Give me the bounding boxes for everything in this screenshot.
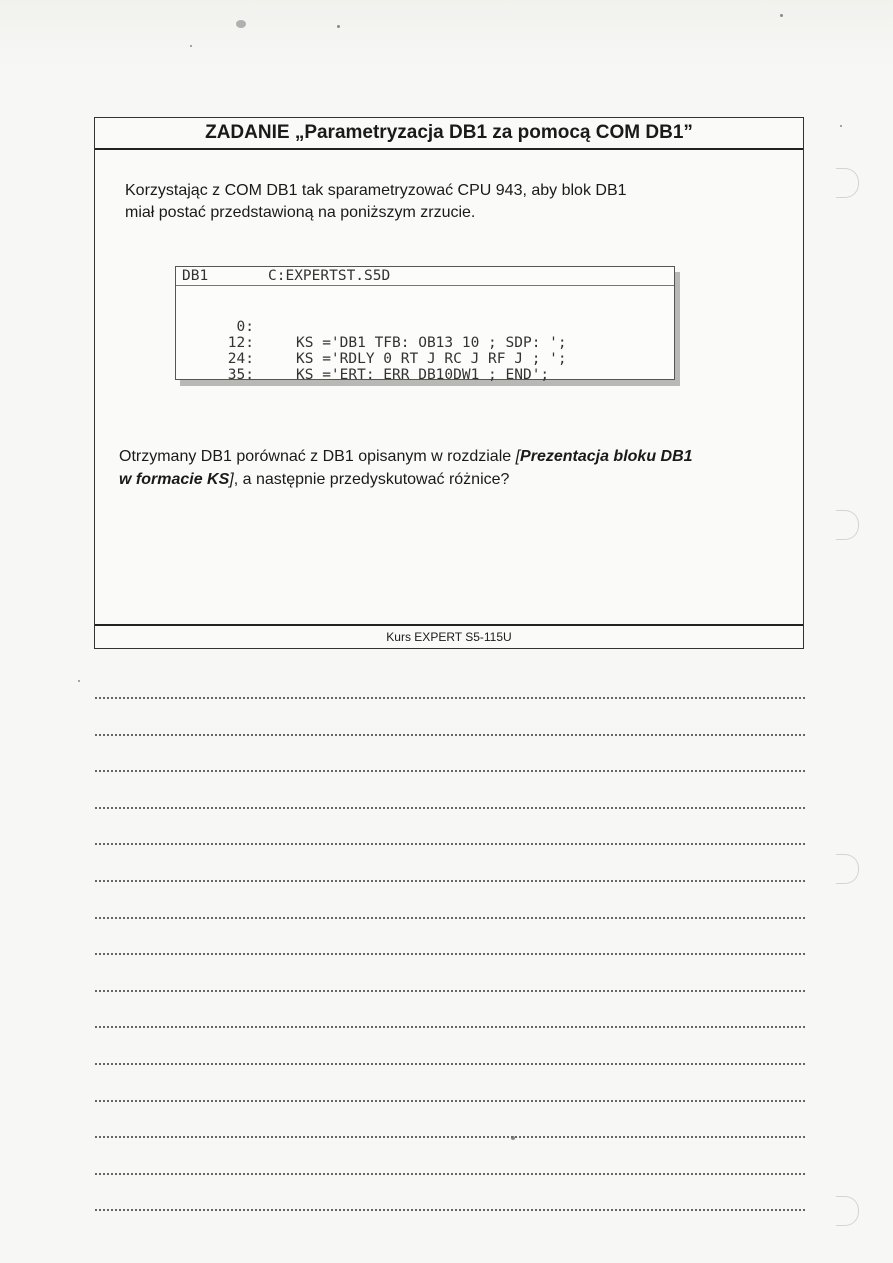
- intro-line: miał postać przedstawioną na poniższym zrzucie.: [125, 204, 476, 221]
- note-line: [95, 807, 805, 809]
- code-text: KS ='DB1 TFB: OB13 10 ; SDP: ';: [296, 335, 567, 351]
- scan-speck: [190, 45, 192, 47]
- scan-edge: [0, 0, 893, 68]
- screen-header: [176, 267, 674, 286]
- code-text: KS ='ERT: ERR DB10DW1 ; END';: [296, 367, 550, 383]
- task-question: [119, 445, 769, 491]
- db-screen-capture: [175, 266, 675, 383]
- note-line: [95, 734, 805, 736]
- code-address: 0:: [236, 319, 254, 335]
- punch-hole: [836, 510, 859, 540]
- note-line: [95, 1063, 805, 1065]
- punch-hole: [836, 854, 859, 884]
- scan-speck: [78, 680, 80, 682]
- question-text-end: , a następnie przedyskutować różnice?: [233, 471, 510, 488]
- note-line: [95, 1209, 805, 1211]
- bracket-close: ]: [229, 471, 234, 488]
- note-line: [95, 990, 805, 992]
- scan-speck: [236, 20, 246, 28]
- note-line: [95, 1026, 805, 1028]
- note-line: [95, 697, 805, 699]
- scan-speck: [780, 14, 783, 17]
- scan-speck: [337, 25, 340, 28]
- code-address: 24:: [227, 351, 254, 367]
- note-line: [95, 1173, 805, 1175]
- reference-chapter-title-cont: w formacie KS: [119, 471, 230, 488]
- punch-hole: [836, 1196, 859, 1226]
- code-text: KS ='RDLY 0 RT J RC J RF J ; ';: [296, 351, 567, 367]
- code-address: 35:: [227, 367, 254, 383]
- question-text: Otrzymany DB1 porównać z DB1 opisanym w rozdziale: [119, 448, 516, 465]
- course-footer: Kurs EXPERT S5-115U: [95, 624, 803, 650]
- reference-chapter-title: Prezentacja bloku DB1: [520, 448, 693, 465]
- task-frame: [94, 117, 804, 649]
- scan-speck: [840, 125, 842, 127]
- note-line: [95, 770, 805, 772]
- note-line: [95, 843, 805, 845]
- note-line: [95, 953, 805, 955]
- note-line: [95, 917, 805, 919]
- note-line: [95, 880, 805, 882]
- bracket-open: [: [515, 448, 521, 465]
- note-line: [95, 1100, 805, 1102]
- screen-block-name: DB1: [182, 268, 209, 284]
- intro-line: Korzystając z COM DB1 tak sparametryzować CPU 943, aby blok DB1: [125, 182, 627, 199]
- code-address: 12:: [227, 335, 254, 351]
- screen-file-name: C:EXPERTST.S5D: [268, 268, 391, 284]
- note-line: [95, 1136, 805, 1138]
- task-title: ZADANIE „Parametryzacja DB1 za pomocą COM DB1”: [95, 118, 803, 150]
- punch-hole: [836, 168, 859, 198]
- task-intro: [125, 180, 725, 224]
